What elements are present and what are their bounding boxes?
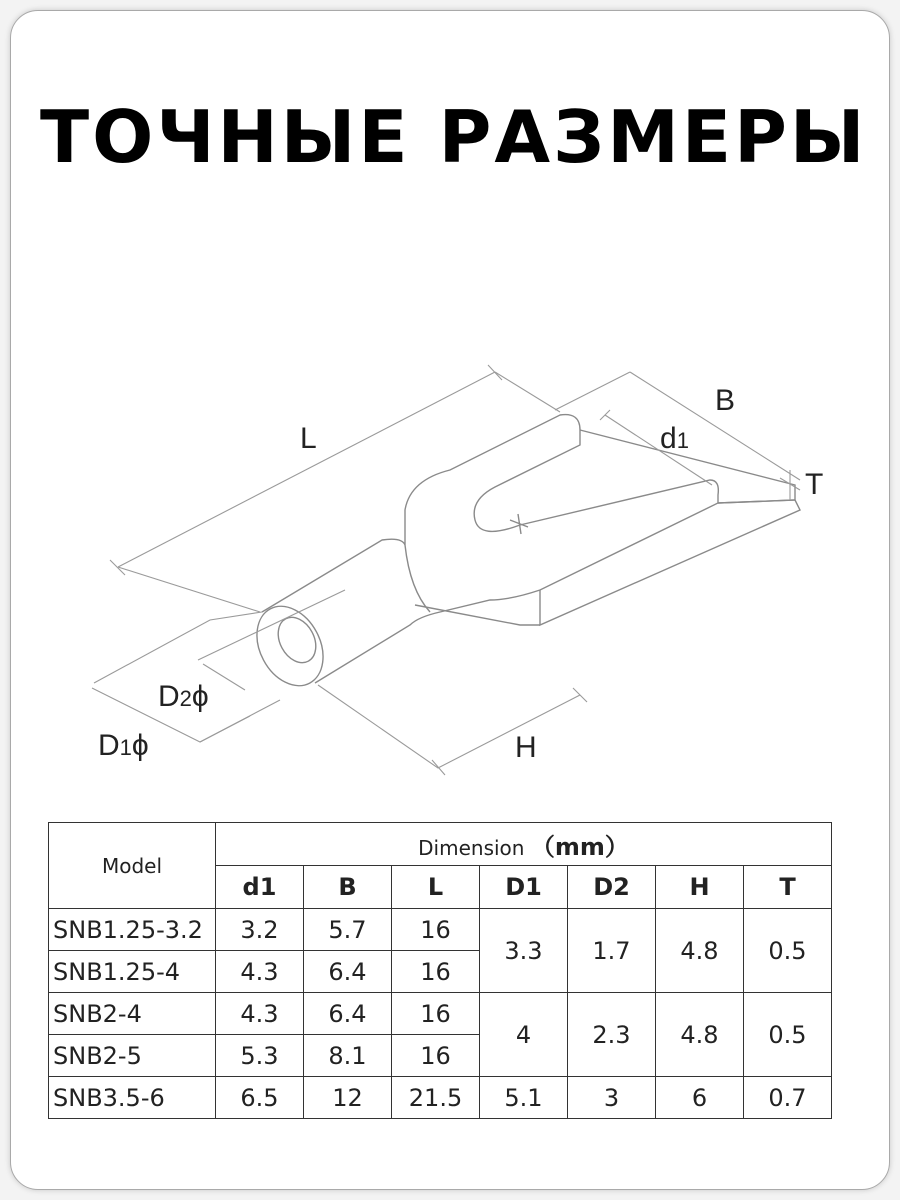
model-cell: SNB1.25-4 [49, 951, 216, 993]
terminal-outline [244, 415, 800, 698]
dimension-table [48, 822, 832, 1119]
model-cell: SNB2-5 [49, 1035, 216, 1077]
label-L: L [300, 422, 317, 455]
model-header: Model [49, 823, 216, 909]
d1-cell: 6.5 [216, 1077, 304, 1119]
table-header-row [49, 823, 832, 866]
table-row [49, 993, 832, 1035]
dimension-lines [92, 365, 800, 775]
table-row [49, 1077, 832, 1119]
h-cell: 4.8 [656, 909, 744, 993]
column-header: H [656, 866, 744, 909]
model-cell: SNB2-4 [49, 993, 216, 1035]
h-cell: 4.8 [656, 993, 744, 1077]
d1-cell: 4.3 [216, 951, 304, 993]
D2-cell: 2.3 [568, 993, 656, 1077]
l-cell: 16 [392, 993, 480, 1035]
column-header: D2 [568, 866, 656, 909]
table-row [49, 909, 832, 951]
label-B: B [715, 384, 736, 417]
model-cell: SNB1.25-3.2 [49, 909, 216, 951]
b-cell: 5.7 [304, 909, 392, 951]
label-D2: D2ϕ [158, 680, 209, 713]
D1-cell: 4 [480, 993, 568, 1077]
t-cell: 0.5 [744, 993, 832, 1077]
label-d1: d1 [660, 422, 689, 455]
d1-cell: 4.3 [216, 993, 304, 1035]
label-H: H [515, 731, 537, 764]
h-cell: 6 [656, 1077, 744, 1119]
b-cell: 8.1 [304, 1035, 392, 1077]
D1-cell: 3.3 [480, 909, 568, 993]
dimension-labels [98, 384, 823, 764]
d1-cell: 5.3 [216, 1035, 304, 1077]
l-cell: 21.5 [392, 1077, 480, 1119]
D2-cell: 1.7 [568, 909, 656, 993]
t-cell: 0.5 [744, 909, 832, 993]
l-cell: 16 [392, 951, 480, 993]
t-cell: 0.7 [744, 1077, 832, 1119]
b-cell: 6.4 [304, 951, 392, 993]
dimension-header: Dimension （mm） [216, 823, 832, 866]
b-cell: 12 [304, 1077, 392, 1119]
model-cell: SNB3.5-6 [49, 1077, 216, 1119]
label-T: T [805, 468, 824, 501]
d1-cell: 3.2 [216, 909, 304, 951]
D1-cell: 5.1 [480, 1077, 568, 1119]
column-header: T [744, 866, 832, 909]
page-title: ТОЧНЫЕ РАЗМЕРЫ [40, 95, 868, 179]
b-cell: 6.4 [304, 993, 392, 1035]
l-cell: 16 [392, 909, 480, 951]
label-D1: D1ϕ [98, 729, 149, 762]
column-header: d1 [216, 866, 304, 909]
terminal-drawing [60, 340, 840, 790]
column-header: D1 [480, 866, 568, 909]
column-header: L [392, 866, 480, 909]
D2-cell: 3 [568, 1077, 656, 1119]
column-header: B [304, 866, 392, 909]
l-cell: 16 [392, 1035, 480, 1077]
